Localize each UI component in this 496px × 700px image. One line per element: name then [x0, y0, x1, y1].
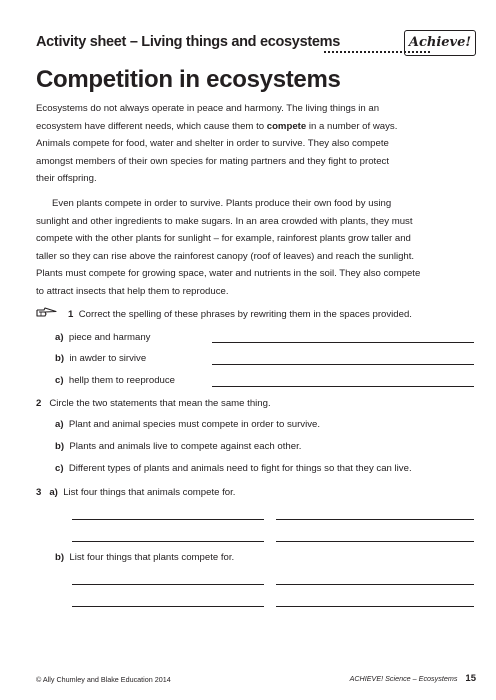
p1-line-3: Animals compete for food, water and shelter in order to survive. They also compete	[36, 138, 389, 149]
pointing-hand-icon	[36, 306, 58, 318]
q3a-prompt	[36, 486, 235, 500]
q3b-answer-line-3[interactable]	[72, 606, 264, 607]
q3b-prompt	[55, 551, 234, 565]
q3a-answer-line-4[interactable]	[276, 541, 474, 542]
p2-line-3: compete with the other plants for sunlight – for example, rainforest plants grow taller and	[36, 233, 411, 244]
sheet-header-title: Activity sheet – Living things and ecosystems	[36, 34, 340, 50]
q3a-answer-line-3[interactable]	[72, 541, 264, 542]
q2b-item[interactable]	[55, 440, 301, 454]
q1-text: Correct the spelling of these phrases by rewriting them in the spaces provided.	[78, 309, 412, 320]
q2b-label: b)	[55, 441, 65, 452]
q3b-label: b)	[55, 552, 65, 563]
q1b-text: in awder to sirvive	[69, 353, 147, 364]
q1a-text: piece and harmany	[68, 332, 151, 343]
q1a-item	[55, 331, 150, 345]
q3b-answer-line-1[interactable]	[72, 584, 264, 585]
p2-line-1: Even plants compete in order to survive. Plants produce their own food by using	[52, 198, 392, 209]
series-title: ACHIEVE! Science – Ecosystems	[349, 674, 458, 683]
q2-number: 2	[36, 398, 42, 409]
p1-line-2a: ecosystem have different needs, which cause them to	[36, 120, 267, 132]
q1c-text: hellp them to reeproduce	[68, 375, 176, 386]
q1c-answer-line[interactable]	[212, 386, 474, 387]
q3b-answer-line-2[interactable]	[276, 584, 474, 585]
q3b-answer-line-4[interactable]	[276, 606, 474, 607]
p2-line-6: to attract insects that help them to reproduce.	[36, 285, 229, 297]
intro-paragraph-2	[36, 195, 476, 300]
q3a-text: List four things that animals compete for.	[63, 487, 236, 498]
q2-text: Circle the two statements that mean the same thing.	[49, 398, 271, 409]
series-info	[350, 673, 476, 684]
sheet-header	[36, 30, 476, 60]
q1-prompt	[68, 308, 412, 322]
q2b-text: Plants and animals live to compete against each other.	[69, 441, 302, 452]
q2c-text: Different types of plants and animals need to fight for things so that they can live.	[68, 463, 412, 474]
q3b-text: List four things that plants compete for.	[69, 552, 235, 563]
q1-number: 1	[68, 309, 74, 320]
p2-line-4: taller so they can rise above the rainforest canopy (roof of leaves) and reach the sunlight.	[36, 250, 415, 262]
p2-line-2: sunlight and other ingredients to make sugars. In an area crowded with plants, they must	[36, 215, 413, 227]
q3a-label: a)	[49, 487, 58, 498]
q1b-answer-line[interactable]	[212, 364, 474, 365]
p1-line-2b: in a number of ways.	[306, 120, 398, 132]
q1b-label: b)	[55, 353, 65, 364]
q2c-item[interactable]	[55, 462, 412, 476]
q1c-item	[55, 374, 175, 388]
q3a-answer-line-1[interactable]	[72, 519, 264, 520]
q1b-item	[55, 352, 146, 366]
q1a-label: a)	[55, 332, 64, 343]
q2a-text: Plant and animal species must compete in order to survive.	[68, 419, 321, 430]
p1-line-1: Ecosystems do not always operate in peace and harmony. The living things in an	[36, 103, 380, 114]
q2a-item[interactable]	[55, 418, 320, 432]
page-number: 15	[465, 673, 476, 684]
p1-line-4: amongst members of their own species for mating partners and they fight to protect	[36, 155, 390, 167]
q2-prompt	[36, 397, 271, 411]
p1-line-5: their offspring.	[36, 173, 97, 184]
q3-number: 3	[36, 487, 42, 498]
q3a-answer-line-2[interactable]	[276, 519, 474, 520]
q2c-label: c)	[55, 463, 64, 474]
compete-keyword: compete	[266, 120, 307, 132]
p2-line-5: Plants must compete for growing space, water and nutrients in the soil. They also compete	[36, 268, 421, 279]
q1a-answer-line[interactable]	[212, 342, 474, 343]
q2a-label: a)	[55, 419, 64, 430]
q1c-label: c)	[55, 375, 64, 386]
copyright-notice: © Ally Chumley and Blake Education 2014	[36, 675, 171, 684]
achieve-badge: Achieve!	[404, 30, 476, 56]
page-title: Competition in ecosystems	[36, 66, 341, 93]
intro-paragraph-1	[36, 100, 476, 188]
